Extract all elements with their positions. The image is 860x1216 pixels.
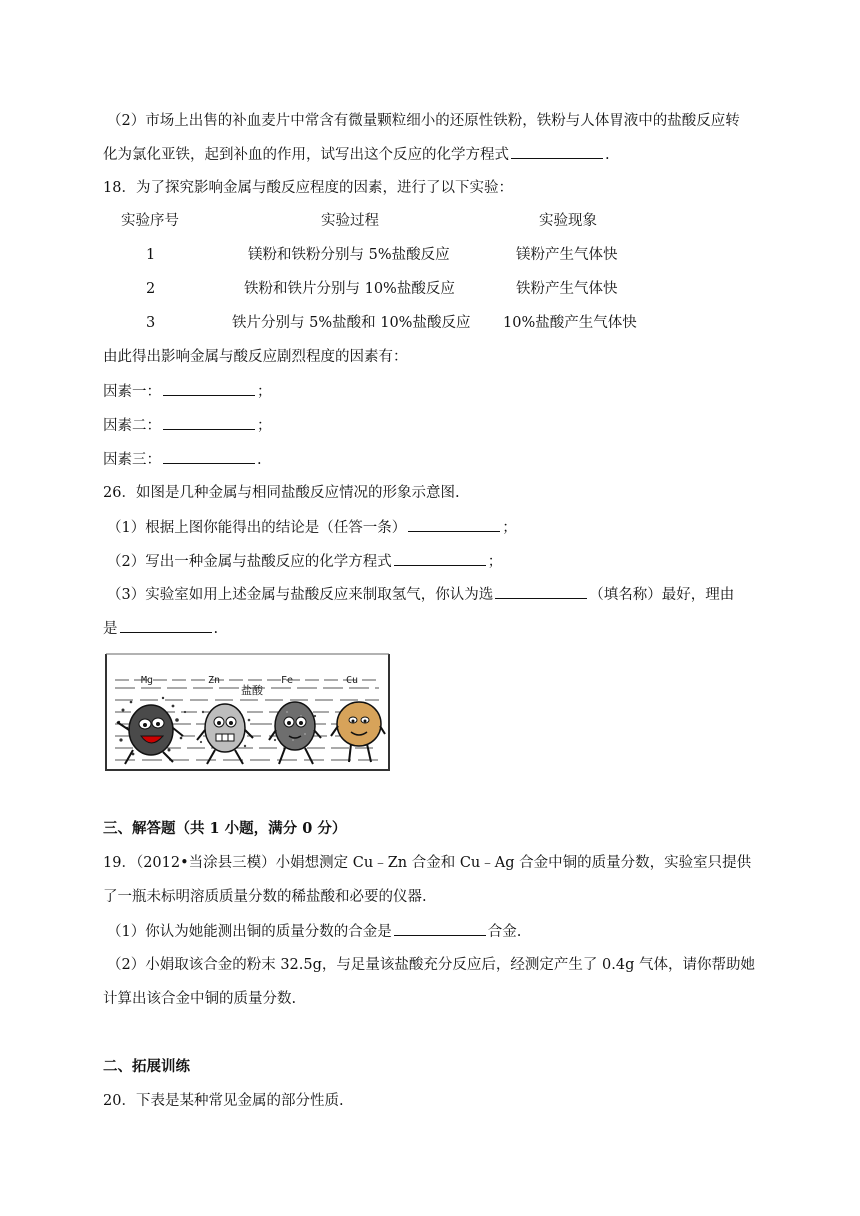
q18-factor1: [103, 381, 272, 402]
metal-label-mg: Mg: [141, 675, 154, 686]
q19-part2-line2: 计算出该合金中铜的质量分数.: [103, 991, 297, 1007]
q26-part3-cont: [103, 618, 218, 639]
q26-part2: [107, 551, 502, 572]
q19-part2-line1: （2）小娟取该合金的粉末 32.5g，与足量该盐酸充分反应后，经测定产生了 0.4g 气体，请你帮助她: [107, 957, 755, 973]
section3-heading: 三、解答题（共 1 小题，满分 0 分）: [103, 820, 347, 837]
answer-blank[interactable]: [163, 381, 255, 396]
section2-heading: 二、拓展训练: [103, 1058, 190, 1075]
fe-character: [269, 702, 321, 764]
separator: .: [213, 621, 219, 637]
q26-part2-text: （2）写出一种金属与盐酸反应的化学方程式: [107, 554, 392, 570]
q19-part1-text: （1）你认为她能测出铜的质量分数的合金是: [107, 924, 392, 940]
q20-stem: 20．下表是某种常见金属的部分性质.: [103, 1093, 344, 1109]
table-cell: 1: [146, 247, 156, 263]
q18-stem: 18．为了探究影响金属与酸反应程度的因素，进行了以下实验：: [103, 180, 513, 196]
metal-label-zn: Zn: [208, 675, 221, 686]
q17-part2-text: 化为氯化亚铁，起到补血的作用，试写出这个反应的化学方程式: [103, 147, 509, 163]
table-header-no: 实验序号: [121, 213, 179, 229]
table-cell: 铁粉和铁片分别与 10%盐酸反应: [244, 281, 455, 297]
answer-blank[interactable]: [511, 144, 603, 159]
q19-line2: 了一瓶未标明溶质质量分数的稀盐酸和必要的仪器.: [103, 889, 427, 905]
separator: .: [257, 452, 262, 468]
q17-part2-end: .: [605, 147, 610, 163]
factor-label: 因素一：: [103, 384, 161, 400]
table-cell: 2: [146, 281, 156, 297]
q26-part3: [107, 584, 734, 605]
table-header-process: 实验过程: [321, 213, 379, 229]
mg-character: [117, 697, 186, 764]
table-cell: 铁粉产生气体快: [516, 281, 618, 297]
table-cell: 铁片分别与 5%盐酸和 10%盐酸反应: [232, 315, 471, 331]
answer-blank[interactable]: [120, 618, 212, 633]
acid-label: 盐酸: [241, 684, 263, 697]
q26-part3-text: （3）实验室如用上述金属与盐酸反应来制取氢气，你认为选: [107, 587, 494, 603]
q19-part1: [107, 921, 521, 942]
separator: ；: [257, 384, 272, 400]
answer-blank[interactable]: [394, 551, 486, 566]
factor-label: 因素三：: [103, 452, 161, 468]
metals-acid-figure: [103, 650, 393, 774]
separator: ；: [502, 520, 517, 536]
q19-line1: 19．（2012•当涂县三模）小娟想测定 Cu﹣Zn 合金和 Cu﹣Ag 合金中铜的质量分数，实验室只提供: [103, 855, 752, 871]
table-cell: 3: [146, 315, 156, 331]
answer-blank[interactable]: [408, 517, 500, 532]
q18-conclusion: 由此得出影响金属与酸反应剧烈程度的因素有：: [103, 349, 408, 365]
table-cell: 镁粉产生气体快: [516, 247, 618, 263]
factor-label: 因素二：: [103, 418, 161, 434]
metal-label-fe: Fe: [281, 675, 294, 686]
table-header-result: 实验现象: [539, 213, 597, 229]
q26-part3-text2: （填名称）最好，理由: [589, 587, 735, 603]
table-cell: 10%盐酸产生气体快: [503, 315, 637, 331]
beaker-illustration: [103, 650, 393, 774]
answer-blank[interactable]: [495, 584, 587, 599]
answer-blank[interactable]: [394, 921, 486, 936]
cu-character: [331, 702, 385, 762]
separator: ；: [487, 554, 503, 570]
answer-blank[interactable]: [163, 449, 255, 464]
q26-part3-text3: 是: [103, 621, 118, 637]
q26-stem: 26．如图是几种金属与相同盐酸反应情况的形象示意图.: [103, 485, 460, 501]
q17-part2-line1: （2）市场上出售的补血麦片中常含有微量颗粒细小的还原性铁粉，铁粉与人体胃液中的盐酸反应转: [107, 113, 740, 129]
separator: ；: [257, 418, 272, 434]
metal-label-cu: Cu: [346, 675, 359, 686]
answer-blank[interactable]: [163, 415, 255, 430]
table-cell: 镁粉和铁粉分别与 5%盐酸反应: [248, 247, 450, 263]
q26-part1-text: （1）根据上图你能得出的结论是（任答一条）: [107, 520, 407, 536]
zn-character: [197, 704, 253, 764]
q18-factor3: [103, 449, 262, 470]
q26-part1: [107, 517, 517, 538]
q18-factor2: [103, 415, 272, 436]
q17-part2-line2: [103, 144, 610, 165]
q19-part1-end: 合金.: [487, 924, 522, 940]
